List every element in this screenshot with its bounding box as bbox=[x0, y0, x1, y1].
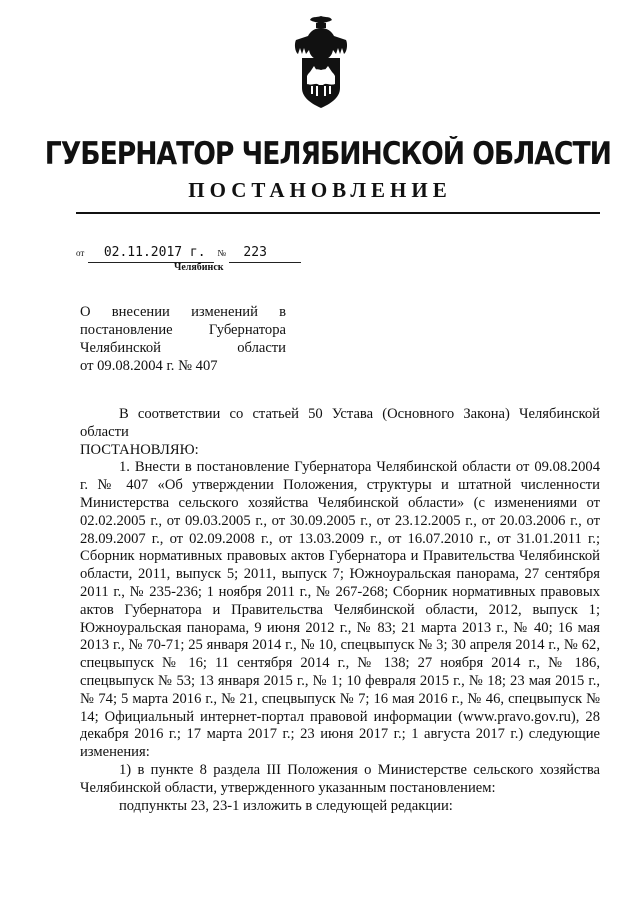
item-1-1-paragraph: 1) в пункте 8 раздела III Положения о Министерстве сельского хозяйства Челябинской области, утвержденного указанным постановлением: bbox=[80, 761, 600, 796]
date-number-line bbox=[76, 244, 301, 263]
decree-heading: ПОСТАНОВЛЯЮ: bbox=[80, 441, 199, 458]
item-1-1-a-paragraph: подпункты 23, 23-1 изложить в следующей редакции: bbox=[119, 797, 453, 814]
subject-line: постановление Губернатора bbox=[80, 322, 286, 338]
date-prefix: от bbox=[76, 248, 85, 258]
item-1-paragraph: 1. Внести в постановление Губернатора Челябинской области от 09.08.2004 г. № 407 «Об утверждении Положения, структуры и штатной численности Министерства сельского хозяйства Челябинской области» (с изменениями от 02.02.2005 г., от 09.03.2005 г., от 30.09.2005 г., от 23.12.2005 г., от 20.03.2006 г., от 28.09.2007 г., от 02.09.2008 г., от 13.03.2009 г., от 16.07.2010 г., от 31.01.2011 г.; Сборник нормативных правовых актов Губернатора и Правительства Челябинской области, 2011, выпуск 5; 2011, выпуск 7; Южноуральская панорама, 27 сентября 2011 г., № 235-236; 1 ноября 2011 г., № 267-268; Сборник нормативных правовых актов Губернатора и Правительства Челябинской области, 2012, выпуск 1; Южноуральская панорама, 9 июня 2012 г., № 83; 21 марта 2013 г., № 40; 16 мая 2013 г., № 70-71; 25 января 2014 г., № 10, спецвыпуск № 3; 30 апреля 2014 г., № 62, спецвыпуск № 16; 11 сентября 2014 г., № 138; 27 ноября 2014 г., № 186, спецвыпуск № 53; 13 января 2015 г., № 1; 10 февраля 2015 г., № 18; 23 мая 2015 г., № 74; 5 марта 2016 г., № 21, спецвыпуск № 7; 16 мая 2016 г., № 46, спецвыпуск № 14; Официальный интернет-портал правовой информации (www.pravo.gov.ru), 28 декабря 2016 г.; 17 марта 2017 г.; 23 июня 2017 г.; 1 августа 2017 г.) следующие изменения: bbox=[80, 459, 600, 761]
document-type: ПОСТАНОВЛЕНИЕ bbox=[188, 178, 452, 202]
coat-of-arms-emblem bbox=[290, 14, 352, 110]
subject-line: Челябинской области bbox=[80, 340, 286, 356]
intro-paragraph: В соответствии со статьей 50 Устава (Основного Закона) Челябинской области bbox=[80, 406, 600, 440]
header-divider bbox=[76, 212, 600, 214]
document-number: 223 bbox=[229, 244, 301, 263]
document-body bbox=[80, 406, 600, 815]
document-date: 02.11.2017 г. bbox=[88, 244, 214, 263]
document-subject bbox=[80, 303, 286, 375]
organization-title: ГУБЕРНАТОР ЧЕЛЯБИНСКОЙ ОБЛАСТИ bbox=[44, 136, 611, 172]
number-prefix: № bbox=[217, 248, 226, 258]
city-label: Челябинск bbox=[174, 262, 224, 273]
subject-line: О внесении изменений в bbox=[80, 304, 286, 320]
subject-line: от 09.08.2004 г. № 407 bbox=[80, 358, 218, 374]
